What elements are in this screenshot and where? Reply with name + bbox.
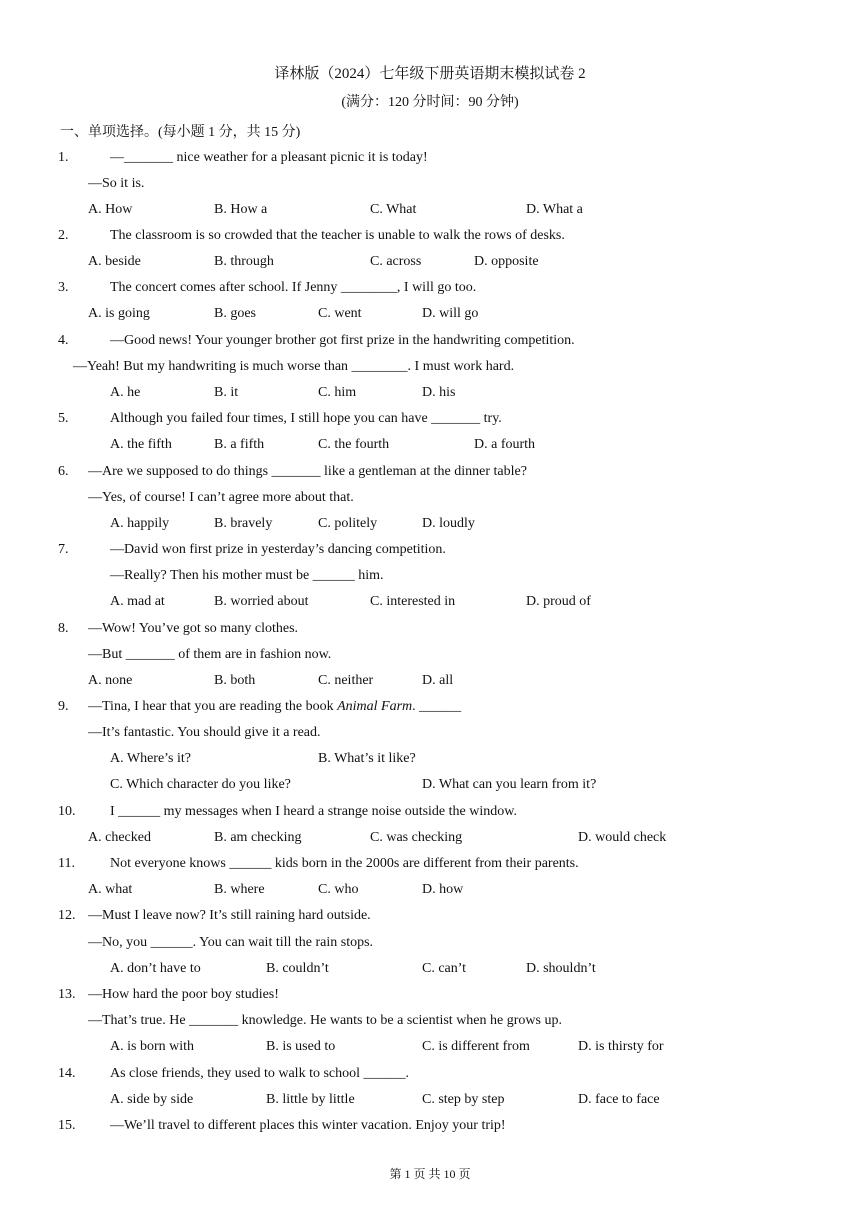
option-c[interactable]: C. politely <box>318 516 378 531</box>
question-text <box>88 699 461 715</box>
page-footer: 第 1 页 共 10 页 <box>389 1167 471 1181</box>
option-a[interactable]: A. happily <box>110 516 170 531</box>
option-a[interactable]: A. mad at <box>110 594 165 609</box>
question-5 <box>0 411 860 431</box>
question-number: 8. <box>58 621 69 636</box>
option-b[interactable]: B. through <box>214 254 274 269</box>
option-b[interactable]: B. it <box>214 385 239 400</box>
option-a[interactable]: A. he <box>110 385 141 400</box>
question-1 <box>0 150 860 170</box>
question-10 <box>0 804 860 824</box>
option-c[interactable]: C. across <box>370 254 422 269</box>
question-text: —Must I leave now? It’s still raining hard outside. <box>88 908 371 923</box>
question-9-options-row2 <box>0 777 860 797</box>
question-5-options <box>0 437 860 457</box>
question-9-options-row1 <box>0 751 860 771</box>
question-6-reply <box>0 490 860 510</box>
option-a[interactable]: A. side by side <box>110 1092 194 1107</box>
question-text: —We’ll travel to different places this winter vacation. Enjoy your trip! <box>110 1118 506 1133</box>
question-14-options <box>0 1092 860 1112</box>
option-c[interactable]: C. went <box>318 306 362 321</box>
option-a[interactable]: A. don’t have to <box>110 961 201 976</box>
option-a[interactable]: A. is born with <box>110 1039 194 1054</box>
question-8-options <box>0 673 860 693</box>
question-9 <box>0 699 860 719</box>
option-b[interactable]: B. am checking <box>214 830 302 845</box>
question-text-part: —Tina, I hear that you are reading the book <box>88 699 338 714</box>
option-b[interactable]: B. What’s it like? <box>318 751 416 766</box>
question-text: —Really? Then his mother must be ______ him. <box>110 568 384 583</box>
option-d[interactable]: D. proud of <box>526 594 591 609</box>
question-text: —No, you ______. You can wait till the rain stops. <box>88 935 374 950</box>
option-a[interactable]: A. beside <box>88 254 141 269</box>
option-d[interactable]: D. his <box>422 385 456 400</box>
option-d[interactable]: D. will go <box>422 306 479 321</box>
question-number: 13. <box>58 987 76 1002</box>
option-c[interactable]: C. step by step <box>422 1092 505 1107</box>
option-c[interactable]: C. was checking <box>370 830 463 845</box>
option-d[interactable]: D. would check <box>578 830 667 845</box>
question-text: The concert comes after school. If Jenny ________, I will go too. <box>110 280 477 295</box>
question-11 <box>0 856 860 876</box>
option-d[interactable]: D. What a <box>526 202 583 217</box>
question-7-options <box>0 594 860 614</box>
question-number: 15. <box>58 1118 76 1133</box>
question-12-options <box>0 961 860 981</box>
question-9-reply <box>0 725 860 745</box>
question-10-options <box>0 830 860 850</box>
question-number: 6. <box>58 464 69 479</box>
question-text: —_______ nice weather for a pleasant picnic it is today! <box>110 150 428 165</box>
option-c[interactable]: C. who <box>318 882 359 897</box>
question-15 <box>0 1118 860 1138</box>
question-1-reply <box>0 176 860 196</box>
option-d[interactable]: D. face to face <box>578 1092 660 1107</box>
option-d[interactable]: D. all <box>422 673 454 688</box>
question-text: —Yeah! But my handwriting is much worse than ________. I must work hard. <box>73 359 515 374</box>
option-d[interactable]: D. shouldn’t <box>526 961 596 976</box>
question-12 <box>0 908 860 928</box>
question-number: 5. <box>58 411 69 426</box>
question-1-options <box>0 202 860 222</box>
option-d[interactable]: D. opposite <box>474 254 539 269</box>
option-a[interactable]: A. the fifth <box>110 437 172 452</box>
question-7 <box>0 542 860 562</box>
book-title: Animal Farm <box>337 699 413 714</box>
option-a[interactable]: A. is going <box>88 306 150 321</box>
question-text: As close friends, they used to walk to school ______. <box>110 1066 410 1081</box>
question-8-reply <box>0 647 860 667</box>
option-b[interactable]: B. How a <box>214 202 268 217</box>
question-text: —Are we supposed to do things _______ like a gentleman at the dinner table? <box>88 464 527 479</box>
option-d[interactable]: D. a fourth <box>474 437 536 452</box>
question-13-options <box>0 1039 860 1059</box>
option-b[interactable]: B. bravely <box>214 516 273 531</box>
question-text: —It’s fantastic. You should give it a read. <box>88 725 321 740</box>
option-c[interactable]: C. What <box>370 202 417 217</box>
question-12-reply <box>0 935 860 955</box>
question-text: —Good news! Your younger brother got first prize in the handwriting competition. <box>110 333 575 348</box>
question-2 <box>0 228 860 248</box>
question-11-options <box>0 882 860 902</box>
option-d[interactable]: D. is thirsty for <box>578 1039 664 1054</box>
question-number: 11. <box>58 856 75 871</box>
question-4-options <box>0 385 860 405</box>
option-a[interactable]: A. what <box>88 882 133 897</box>
option-b[interactable]: B. where <box>214 882 265 897</box>
option-c[interactable]: C. the fourth <box>318 437 390 452</box>
question-4-reply <box>0 359 860 379</box>
question-6 <box>0 464 860 484</box>
question-text: Although you failed four times, I still hope you can have _______ try. <box>110 411 502 426</box>
option-c[interactable]: C. is different from <box>422 1039 530 1054</box>
option-d[interactable]: D. how <box>422 882 464 897</box>
question-number: 1. <box>58 150 69 165</box>
option-c[interactable]: C. him <box>318 385 357 400</box>
page-subtitle: (满分：120 分时间：90 分钟) <box>341 95 519 110</box>
option-c[interactable]: C. can’t <box>422 961 467 976</box>
option-c[interactable]: C. neither <box>318 673 374 688</box>
question-number: 7. <box>58 542 69 557</box>
question-blank: . ______ <box>412 699 462 714</box>
question-number: 10. <box>58 804 76 819</box>
option-b[interactable]: B. a fifth <box>214 437 265 452</box>
question-number: 4. <box>58 333 69 348</box>
question-text: The classroom is so crowded that the teacher is unable to walk the rows of desks. <box>110 228 565 243</box>
question-text: —How hard the poor boy studies! <box>88 987 279 1002</box>
option-c[interactable]: C. Which character do you like? <box>110 777 291 792</box>
question-8 <box>0 621 860 641</box>
question-number: 9. <box>58 699 69 714</box>
section-heading: 一、单项选择。(每小题 1 分，共 15 分) <box>60 125 301 140</box>
question-14 <box>0 1066 860 1086</box>
question-number: 3. <box>58 280 69 295</box>
question-text: —So it is. <box>88 176 145 191</box>
option-b[interactable]: B. both <box>214 673 256 688</box>
question-4 <box>0 333 860 353</box>
question-number: 2. <box>58 228 69 243</box>
question-3 <box>0 280 860 300</box>
option-a[interactable]: A. none <box>88 673 133 688</box>
option-b[interactable]: B. worried about <box>214 594 309 609</box>
option-b[interactable]: B. little by little <box>266 1092 355 1107</box>
option-d[interactable]: D. loudly <box>422 516 475 531</box>
option-a[interactable]: A. How <box>88 202 133 217</box>
option-b[interactable]: B. couldn’t <box>266 961 329 976</box>
question-3-options <box>0 306 860 326</box>
question-text: Not everyone knows ______ kids born in the 2000s are different from their parents. <box>110 856 579 871</box>
question-2-options <box>0 254 860 274</box>
question-number: 14. <box>58 1066 76 1081</box>
question-6-options <box>0 516 860 536</box>
question-text: —That’s true. He _______ knowledge. He wants to be a scientist when he grows up. <box>88 1013 562 1028</box>
option-c[interactable]: C. interested in <box>370 594 456 609</box>
question-13 <box>0 987 860 1007</box>
question-number: 12. <box>58 908 76 923</box>
option-a[interactable]: A. checked <box>88 830 151 845</box>
option-a[interactable]: A. Where’s it? <box>110 751 191 766</box>
question-text: —But _______ of them are in fashion now. <box>88 647 332 662</box>
option-d[interactable]: D. What can you learn from it? <box>422 777 597 792</box>
option-b[interactable]: B. is used to <box>266 1039 336 1054</box>
question-text: —Yes, of course! I can’t agree more about that. <box>88 490 354 505</box>
page-title: 译林版（2024）七年级下册英语期末模拟试卷 2 <box>274 66 586 82</box>
option-b[interactable]: B. goes <box>214 306 256 321</box>
question-text: I ______ my messages when I heard a strange noise outside the window. <box>110 804 517 819</box>
question-text: —Wow! You’ve got so many clothes. <box>88 621 299 636</box>
question-text: —David won first prize in yesterday’s dancing competition. <box>110 542 446 557</box>
question-7-reply <box>0 568 860 588</box>
question-13-reply <box>0 1013 860 1033</box>
